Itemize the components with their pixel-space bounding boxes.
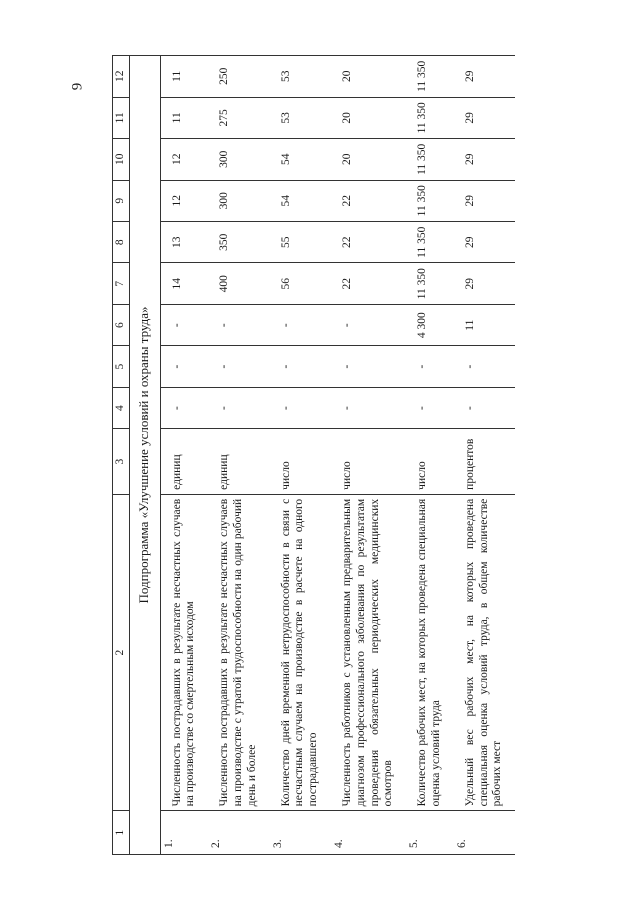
header-col-3: 3 <box>113 429 130 494</box>
indicator-value-col-6: - <box>208 304 269 345</box>
indicator-unit: число <box>406 429 454 494</box>
indicator-value-col-4: - <box>270 387 331 428</box>
indicator-value-col-6: - <box>331 304 406 345</box>
indicator-value-col-10: 12 <box>160 139 208 180</box>
indicator-value-col-11: 11 350 <box>406 97 454 138</box>
subprogram-title: Подпрограмма «Улучшение условий и охраны труда» <box>130 56 161 855</box>
indicator-name: Численность пострадавших в результате несчастных случаев на производстве с утратой трудоспособности на один рабочий день и более <box>208 494 269 811</box>
indicator-name: Количество рабочих мест, на которых проведена специальная оценка условий труда <box>406 494 454 811</box>
indicator-name: Численность пострадавших в результате несчастных случаев на производстве со смертельным исходом <box>160 494 208 811</box>
indicator-value-col-11: 11 <box>160 97 208 138</box>
header-col-10: 10 <box>113 139 130 180</box>
indicator-value-col-7: 11 350 <box>406 263 454 304</box>
indicator-unit: единиц <box>160 429 208 494</box>
row-number: 6. <box>454 811 515 855</box>
indicator-value-col-11: 29 <box>454 97 515 138</box>
page-number: 9 <box>69 82 86 91</box>
header-row <box>113 56 130 855</box>
indicator-unit: число <box>331 429 406 494</box>
indicator-value-col-8: 11 350 <box>406 221 454 262</box>
subprogram-row <box>130 56 161 855</box>
header-col-2: 2 <box>113 494 130 811</box>
indicator-value-col-9: 29 <box>454 180 515 221</box>
indicator-value-col-6: 4 300 <box>406 304 454 345</box>
row-number: 2. <box>208 811 269 855</box>
row-number: 3. <box>270 811 331 855</box>
indicator-value-col-9: 54 <box>270 180 331 221</box>
indicator-value-col-4: - <box>454 387 515 428</box>
indicator-value-col-9: 11 350 <box>406 180 454 221</box>
indicator-value-col-4: - <box>208 387 269 428</box>
indicator-value-col-12: 20 <box>331 56 406 98</box>
indicator-name: Численность работников с установленным предварительным диагнозом профессионального заболевания по результатам проведения обязательных периодических медицинских осмотров <box>331 494 406 811</box>
indicator-value-col-7: 56 <box>270 263 331 304</box>
indicator-unit: процентов <box>454 429 515 494</box>
indicator-name: Количество дней временной нетрудоспособности в связи с несчастным случаем на производстве в расчете на одного пострадавшего <box>270 494 331 811</box>
indicator-value-col-4: - <box>406 387 454 428</box>
header-col-1: 1 <box>113 811 130 855</box>
indicator-value-col-8: 13 <box>160 221 208 262</box>
indicator-value-col-8: 29 <box>454 221 515 262</box>
header-col-5: 5 <box>113 346 130 387</box>
header-col-7: 7 <box>113 263 130 304</box>
indicator-value-col-12: 250 <box>208 56 269 98</box>
indicator-name: Удельный вес рабочих мест, на которых проведена специальная оценка условий труда, в общем количестве рабочих мест <box>454 494 515 811</box>
table-row <box>331 56 406 855</box>
indicator-value-col-6: - <box>270 304 331 345</box>
indicator-value-col-10: 300 <box>208 139 269 180</box>
indicator-value-col-10: 54 <box>270 139 331 180</box>
indicator-value-col-7: 22 <box>331 263 406 304</box>
header-col-4: 4 <box>113 387 130 428</box>
row-number: 4. <box>331 811 406 855</box>
indicator-value-col-5: - <box>331 346 406 387</box>
indicator-value-col-6: - <box>160 304 208 345</box>
row-number: 5. <box>406 811 454 855</box>
header-col-6: 6 <box>113 304 130 345</box>
indicator-unit: единиц <box>208 429 269 494</box>
indicator-value-col-8: 55 <box>270 221 331 262</box>
table-row <box>208 56 269 855</box>
indicator-value-col-11: 53 <box>270 97 331 138</box>
indicator-value-col-12: 53 <box>270 56 331 98</box>
indicator-value-col-9: 22 <box>331 180 406 221</box>
table-row <box>406 56 454 855</box>
indicator-value-col-4: - <box>160 387 208 428</box>
header-col-9: 9 <box>113 180 130 221</box>
indicator-value-col-8: 350 <box>208 221 269 262</box>
row-number: 1. <box>160 811 208 855</box>
indicator-value-col-5: - <box>160 346 208 387</box>
indicator-value-col-11: 275 <box>208 97 269 138</box>
indicator-value-col-7: 14 <box>160 263 208 304</box>
indicator-value-col-10: 29 <box>454 139 515 180</box>
header-col-12: 12 <box>113 56 130 98</box>
indicator-value-col-5: - <box>454 346 515 387</box>
indicator-value-col-5: - <box>406 346 454 387</box>
indicator-value-col-12: 11 <box>160 56 208 98</box>
indicator-value-col-9: 300 <box>208 180 269 221</box>
indicator-value-col-9: 12 <box>160 180 208 221</box>
indicator-value-col-6: 11 <box>454 304 515 345</box>
rotated-table-sheet <box>112 55 525 855</box>
indicator-value-col-10: 11 350 <box>406 139 454 180</box>
table-row <box>270 56 331 855</box>
table-row <box>160 56 208 855</box>
header-col-11: 11 <box>113 97 130 138</box>
indicator-value-col-4: - <box>331 387 406 428</box>
indicator-value-col-5: - <box>270 346 331 387</box>
indicators-table <box>112 55 515 855</box>
indicator-value-col-10: 20 <box>331 139 406 180</box>
indicator-value-col-12: 11 350 <box>406 56 454 98</box>
indicator-value-col-12: 29 <box>454 56 515 98</box>
indicator-value-col-5: - <box>208 346 269 387</box>
indicator-value-col-11: 20 <box>331 97 406 138</box>
indicator-value-col-7: 400 <box>208 263 269 304</box>
indicator-unit: число <box>270 429 331 494</box>
indicator-value-col-7: 29 <box>454 263 515 304</box>
indicator-value-col-8: 22 <box>331 221 406 262</box>
table-row <box>454 56 515 855</box>
header-col-8: 8 <box>113 221 130 262</box>
